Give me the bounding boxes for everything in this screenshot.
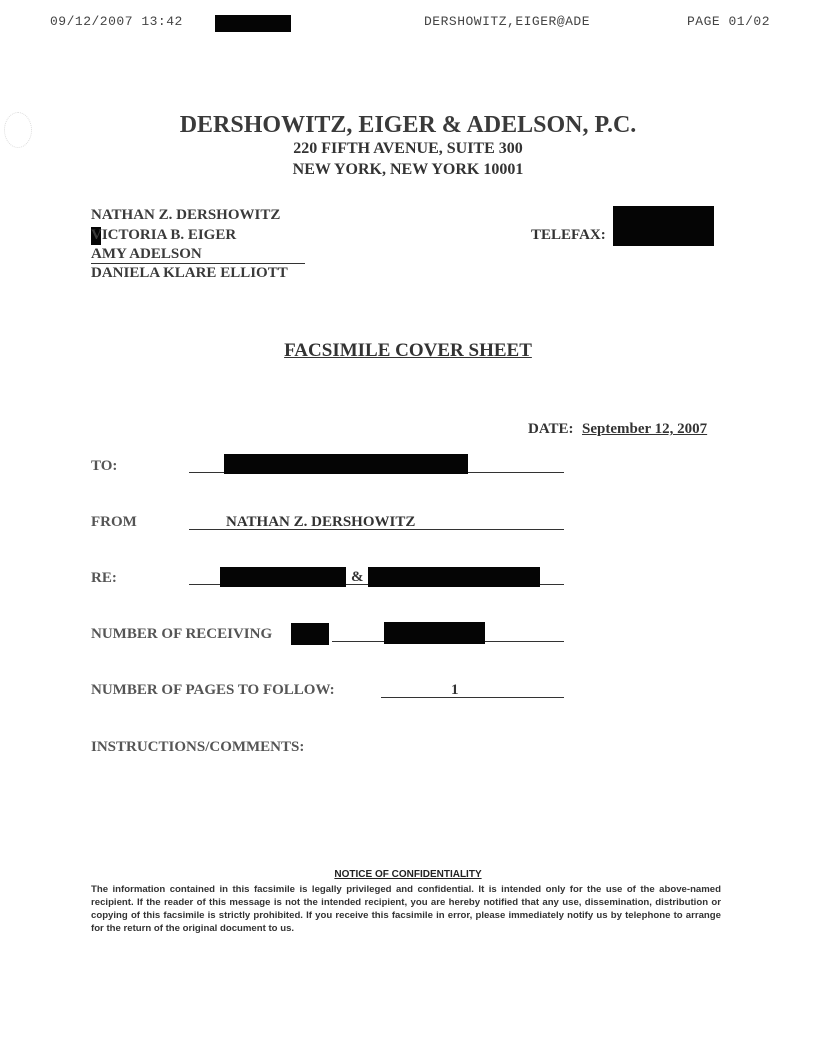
- redacted-block: [215, 15, 291, 32]
- redacted-block: [613, 206, 714, 246]
- notice-body: The information contained in this facsimile is legally privileged and confidential. It is intended only for the use of the above-named recipient. If the reader of this message is not the intended recipient, you are hereby notified that any use, dissemination, distribution or copying of this facsimile is strictly prohibited. If you receive this facsimile in error, please immediately notify us by telephone to arrange for the return of the original document to us.: [91, 884, 721, 934]
- instructions-label: INSTRUCTIONS/COMMENTS:: [91, 739, 305, 755]
- redacted-block: [368, 567, 540, 587]
- partner-name: AMY ADELSON: [91, 246, 202, 262]
- sheet-title: FACSIMILE COVER SHEET: [284, 340, 532, 361]
- partner-name: DANIELA KLARE ELLIOTT: [91, 265, 288, 281]
- notice-heading: NOTICE OF CONFIDENTIALITY: [334, 869, 482, 880]
- to-label: TO:: [91, 458, 118, 474]
- redacted-block: [220, 567, 346, 587]
- receiving-label: NUMBER OF RECEIVING: [91, 626, 273, 642]
- date-label: DATE:: [528, 421, 574, 437]
- partner-name: VICTORIA B. EIGER: [91, 227, 237, 243]
- redacted-block: [291, 623, 329, 645]
- firm-address-line2: NEW YORK, NEW YORK 10001: [292, 161, 524, 178]
- re-ampersand: &: [351, 569, 364, 585]
- fax-page-number: PAGE 01/02: [687, 14, 771, 29]
- telefax-label: TELEFAX:: [531, 227, 606, 243]
- firm-name: DERSHOWITZ, EIGER & ADELSON, P.C.: [179, 112, 637, 138]
- firm-address-line1: 220 FIFTH AVENUE, SUITE 300: [293, 140, 523, 157]
- date-value: September 12, 2007: [582, 421, 708, 437]
- underline: [91, 263, 305, 264]
- fax-sender: DERSHOWITZ,EIGER@ADE: [424, 14, 591, 29]
- re-label: RE:: [91, 570, 117, 586]
- pages-value: 1: [451, 682, 459, 698]
- from-label: FROM: [91, 514, 137, 530]
- fax-timestamp: 09/12/2007 13:42: [50, 14, 183, 29]
- partner-name: NATHAN Z. DERSHOWITZ: [91, 207, 281, 223]
- redacted-block: [384, 622, 485, 644]
- redacted-block: [224, 454, 468, 474]
- field-line: [381, 697, 564, 698]
- from-value: NATHAN Z. DERSHOWITZ: [226, 514, 416, 530]
- pages-label: NUMBER OF PAGES TO FOLLOW:: [91, 682, 335, 698]
